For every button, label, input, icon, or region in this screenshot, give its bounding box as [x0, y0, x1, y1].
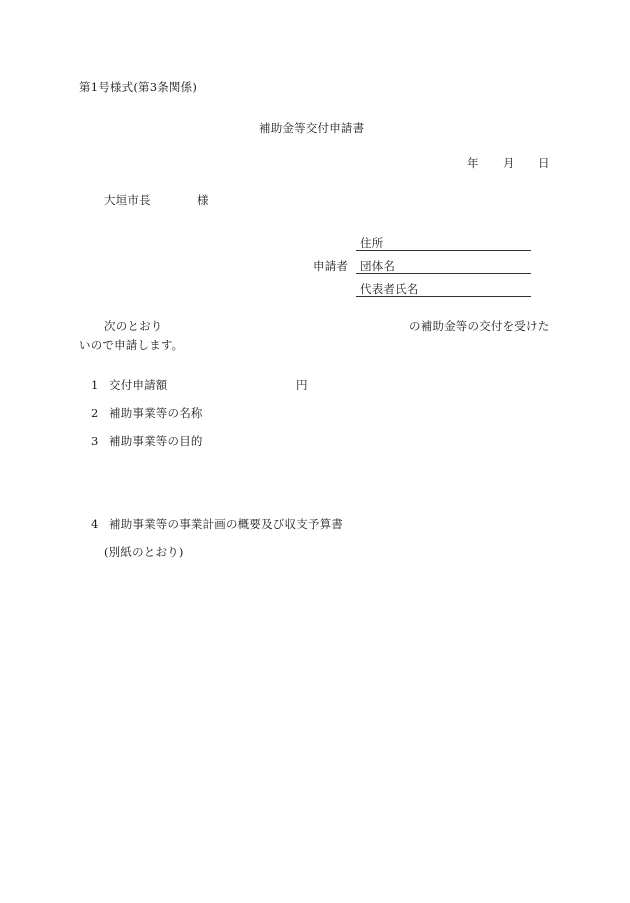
item-1-number: 1 — [91, 378, 99, 392]
item-3-label: 補助事業等の目的 — [109, 434, 203, 448]
applicant-field-representative: 代表者氏名 — [360, 282, 419, 296]
organization-underline — [356, 273, 531, 274]
item-4-label: 補助事業等の事業計画の概要及び収支予算書 — [109, 517, 343, 531]
body-line1-end: の補助金等の交付を受けた — [409, 319, 550, 333]
document-title: 補助金等交付申請書 — [259, 121, 365, 135]
date-month: 月 — [503, 156, 515, 170]
item-1-label: 交付申請額 — [109, 378, 168, 392]
applicant-label: 申請者 — [313, 259, 349, 273]
representative-underline — [356, 296, 531, 297]
addressee-honorific: 様 — [197, 193, 209, 207]
item-4-note: (別紙のとおり) — [104, 545, 184, 559]
item-2-label: 補助事業等の名称 — [109, 406, 203, 420]
address-underline — [356, 250, 531, 251]
date-day: 日 — [538, 156, 550, 170]
applicant-field-address: 住所 — [360, 236, 384, 250]
date-year: 年 — [467, 156, 479, 170]
item-2-number: 2 — [91, 406, 99, 420]
addressee-name: 大垣市長 — [104, 193, 151, 207]
item-4-number: 4 — [91, 517, 99, 531]
item-3-number: 3 — [91, 434, 99, 448]
body-line1-start: 次のとおり — [104, 319, 163, 333]
form-number: 第1号様式(第3条関係) — [79, 80, 198, 94]
applicant-field-organization: 団体名 — [360, 259, 396, 273]
item-1-unit: 円 — [296, 378, 308, 392]
body-line2: いので申請します。 — [79, 338, 184, 352]
